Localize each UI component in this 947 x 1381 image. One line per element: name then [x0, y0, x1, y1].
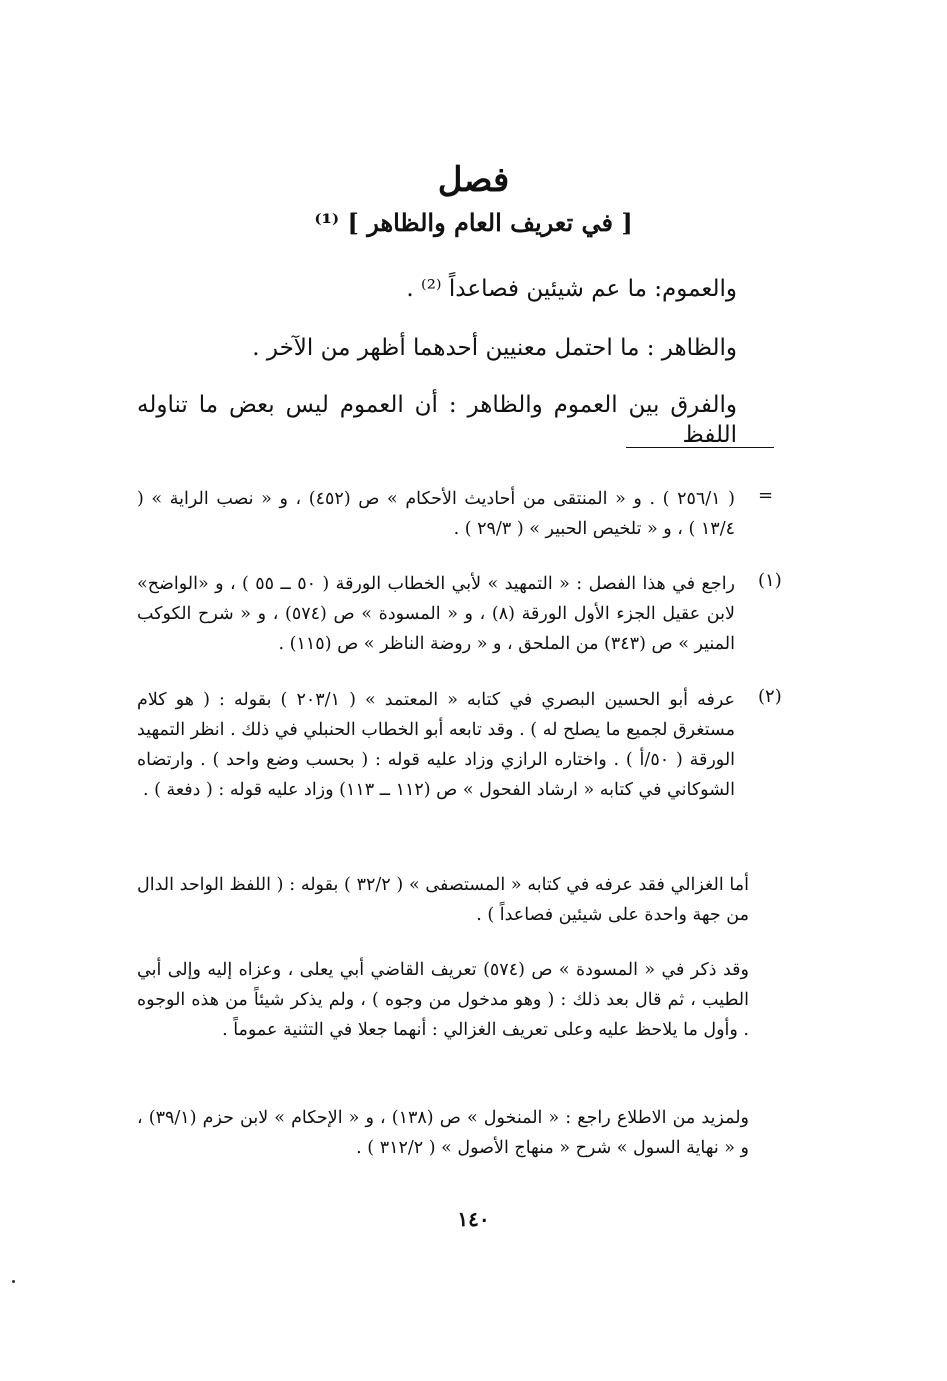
- footnote-2-musawwada: وقد ذكر في « المسودة » ص (٥٧٤) تعريف القاضي أبي يعلى ، وعزاه إليه وإلى أبي الطيب ، ثم قال بعد ذلك : ( وهو مدخول من وجوه ) ، ولم يذكر شيئاً من هذه الوجوه . وأول ما يلاحظ عليه وعلى تعريف الغزالي : أنهما جعلا في التثنية عموماً .: [137, 960, 749, 1040]
- footnote-2-marker: (٢): [758, 686, 782, 707]
- footnote-separator: [626, 447, 774, 448]
- footnote-2-further-reading: ولمزيد من الاطلاع راجع : « المنخول » ص (١٣٨) ، و « الإحكام » لابن حزم (٣٩/١) ، و « نهاية السول » شرح « منهاج الأصول » ( ٣١٢/٢ ) .: [137, 1108, 749, 1158]
- chapter-title: فصل: [437, 160, 510, 200]
- footnote-1-marker: (١): [758, 570, 782, 591]
- scan-speck: [12, 1280, 15, 1283]
- continuation-marker: =: [758, 485, 774, 506]
- difference-paragraph: والفرق بين العموم والظاهر : أن العموم ليس بعض ما تناوله اللفظ: [137, 392, 737, 448]
- footnote-2: عرفه أبو الحسين البصري في كتابه « المعتمد » ( ٢٠٣/١ ) بقوله : ( هو كلام مستغرق لجميع ما يصلح له ) . وقد تابعه أبو الخطاب الحنبلي في ذلك . انظر التمهيد الورقة ( ٥٠/أ ) . واختاره الرازي وزاد عليه قوله : ( بحسب وضع واحد ) . وارتضاه الشوكاني في كتابه « ارشاد الفحول » ص (١١٢ ــ ١١٣) وزاد عليه قوله : ( دفعة ) .: [137, 690, 736, 800]
- definition-general: والعموم: ما عم شيئين فصاعداً ⁽²⁾ .: [406, 276, 737, 302]
- definition-apparent: والظاهر : ما احتمل معنيين أحدهما أظهر من الآخر .: [252, 335, 737, 361]
- chapter-subtitle: [ في تعريف العام والظاهر ] ⁽¹⁾: [314, 208, 633, 237]
- footnote-continuation: ( ٢٥٦/١ ) . و « المنتقى من أحاديث الأحكام » ص (٤٥٢) ، و « نصب الراية » ( ١٣/٤ ) ، و « تلخيص الحبير » ( ٢٩/٣ ) .: [137, 489, 735, 539]
- footnote-2-ghazali: أما الغزالي فقد عرفه في كتابه « المستصفى » ( ٣٢/٢ ) بقوله : ( اللفظ الواحد الدال من جهة واحدة على شيئين فصاعداً ) .: [137, 875, 749, 925]
- footnote-1: راجع في هذا الفصل : « التمهيد » لأبي الخطاب الورقة ( ٥٠ ــ ٥٥ ) ، و «الواضح» لابن عقيل الجزء الأول الورقة (٨) ، و « المسودة » ص (٥٧٤) ، و « شرح الكوكب المنير » ص (٣٤٣) من الملحق ، و « روضة الناظر » ص (١١٥) .: [137, 574, 736, 654]
- page-number: ١٤٠: [457, 1207, 490, 1231]
